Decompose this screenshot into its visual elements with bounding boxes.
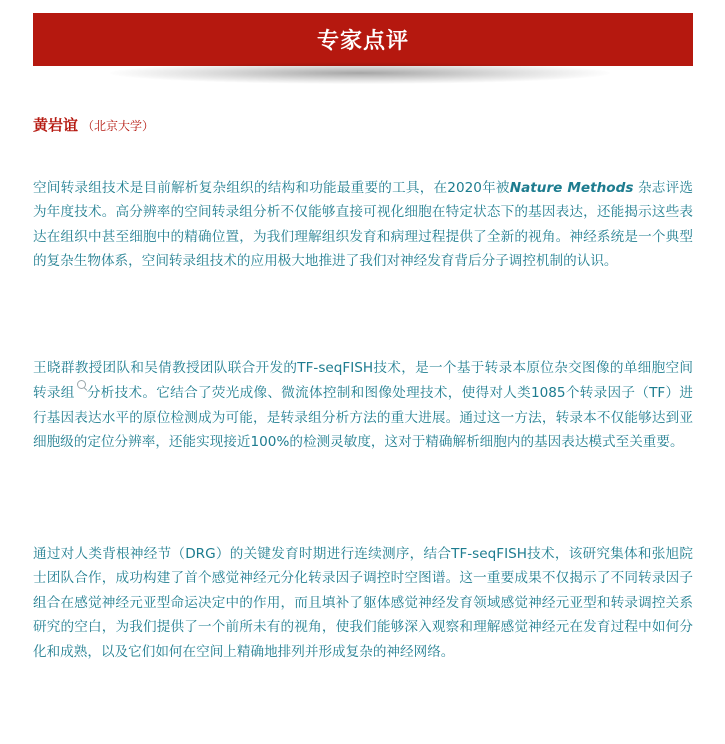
author-affiliation: （北京大学） <box>82 119 155 133</box>
paragraph-2 <box>33 356 693 455</box>
author-name: 黄岩谊 <box>33 116 79 134</box>
section-banner <box>33 13 693 66</box>
paragraph-3-text: 通过对人类背根神经节（DRG）的关键发育时期进行连续测序，结合TF-seqFISH技术，该研究集体和张旭院士团队合作，成功构建了首个感觉神经元分化转录因子调控时空图谱。这一重要成果不仅揭示了不同转录因子组合在感觉神经元亚型命运决定中的作用，而且填补了躯体感觉神经发育领域感觉神经元亚型和转录调控关系研究的空白，为我们提供了一个前所未有的视角，使我们能够深入观察和理解感觉神经元在发育过程中如何分化和成熟，以及它们如何在空间上精确地排列并形成复杂的神经网络。 <box>33 546 693 660</box>
section-title: 专家点评 <box>316 29 409 54</box>
banner-shadow <box>110 62 610 84</box>
paragraph-1-text-b: 杂志评选为年度技术。高分辨率的空间转录组分析不仅能够直接可视化细胞在特定状态下的基因表达，还能揭示这些表达在组织中甚至细胞中的精确位置，为我们理解组织发育和病理过程提供了全新的视角。神经系统是一个典型的复杂生物体系，空间转录组技术的应用极大地推进了我们对神经发育背后分子调控机制的认识。 <box>33 180 694 270</box>
paragraph-2-text-b: 分析技术。它结合了荧光成像、微流体控制和图像处理技术，使得对人类1085个转录因子（TF）进行基因表达水平的原位检测成为可能，是转录组分析方法的重大进展。通过这一方法，转录本不仅能够达到亚细胞级的定位分辨率，还能实现接近100%的检测灵敏度，这对于精确解析细胞内的基因表达模式至关重要。 <box>33 385 694 451</box>
paragraph-1-text-a: 空间转录组技术是目前解析复杂组织的结构和功能最重要的工具，在2020年被 <box>33 180 510 196</box>
paragraph-1 <box>33 176 693 274</box>
journal-name: Nature Methods <box>509 180 634 196</box>
paragraph-2-text-a: 王晓群教授团队和吴倩教授团队联合开发的TF-seqFISH技术，是一个基于转录本原位杂交图像的单细胞空间转录组 <box>33 360 693 402</box>
search-icon[interactable] <box>77 380 86 389</box>
author-line <box>33 114 154 135</box>
paragraph-3 <box>33 542 693 664</box>
